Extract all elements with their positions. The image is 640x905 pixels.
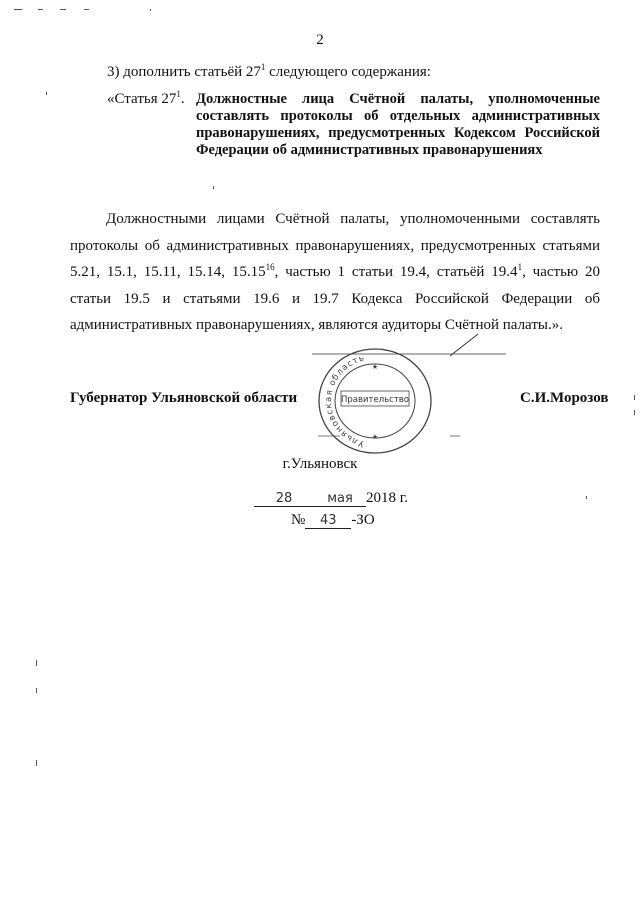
city: г.Ульяновск	[282, 456, 358, 472]
body-sup-2: 1	[517, 262, 523, 272]
scan-mark	[634, 395, 635, 400]
scan-mark	[38, 9, 43, 10]
scan-mark	[46, 92, 47, 95]
seal-star-icon: ★	[371, 433, 379, 441]
scan-mark	[36, 660, 37, 666]
scan-mark	[36, 688, 37, 693]
scan-mark	[60, 9, 66, 10]
body-part-1: Должностными лицами Счётной палаты, уполномоченными составлять протоколы об административных правонарушениях, предусмотренных статьями 5.21, 15.1, 15.11, 15.14, 15.15	[70, 211, 600, 280]
law-number-line	[291, 512, 375, 529]
article-title: Должностные лица Счётной палаты, уполномоченные составлять протоколы об отдельных административных правонарушениях, предусмотренных Кодексом Российской Федерации об административных правонарушениях	[196, 91, 600, 158]
number-sign: №	[291, 512, 306, 528]
item3-sup: 1	[260, 62, 266, 72]
scan-mark	[213, 186, 214, 189]
date-month: мая	[314, 491, 366, 507]
scan-mark	[14, 9, 22, 10]
scan-mark	[150, 9, 151, 11]
seal-star-icon: ★	[371, 363, 379, 371]
date-day: 28	[254, 491, 314, 507]
body-part-2: , частью 1 статьи 19.4, статьёй 19.4	[274, 264, 518, 280]
item3-tail: следующего содержания:	[265, 64, 431, 80]
body-part-3: , частью 20 статьи 19.5 и статьями 19.6 и 19.7 Кодекса Российской Федерации об административных правонарушениях, являются аудиторы Счётной палаты.».	[70, 264, 600, 333]
date-line	[254, 490, 408, 507]
article-label-sup: 1	[176, 89, 181, 99]
amendment-item-3	[107, 64, 431, 81]
scan-mark	[36, 760, 37, 766]
signatory-title: Губернатор Ульяновской области	[70, 390, 298, 406]
signatory-name: С.И.Морозов	[520, 390, 609, 406]
item3-text: 3) дополнить статьёй 27	[107, 64, 261, 80]
article-label-text: «Статья 27	[107, 91, 177, 107]
article-label-tail: .	[180, 91, 185, 107]
body-sup-1: 16	[265, 262, 275, 272]
scan-mark	[84, 9, 89, 10]
law-number-suffix: -ЗО	[351, 512, 375, 528]
scan-mark	[634, 410, 635, 415]
scan-mark	[586, 496, 587, 499]
page-number: 2	[316, 32, 324, 48]
article-label	[107, 91, 185, 108]
date-year: 2018 г.	[366, 490, 408, 506]
law-number: 43	[305, 513, 351, 529]
seal-ring-text: Ульяновская область	[323, 353, 367, 449]
article-body	[70, 206, 600, 339]
seal-center-text: Правительство	[341, 395, 409, 405]
seal-underline-marks	[300, 432, 470, 444]
